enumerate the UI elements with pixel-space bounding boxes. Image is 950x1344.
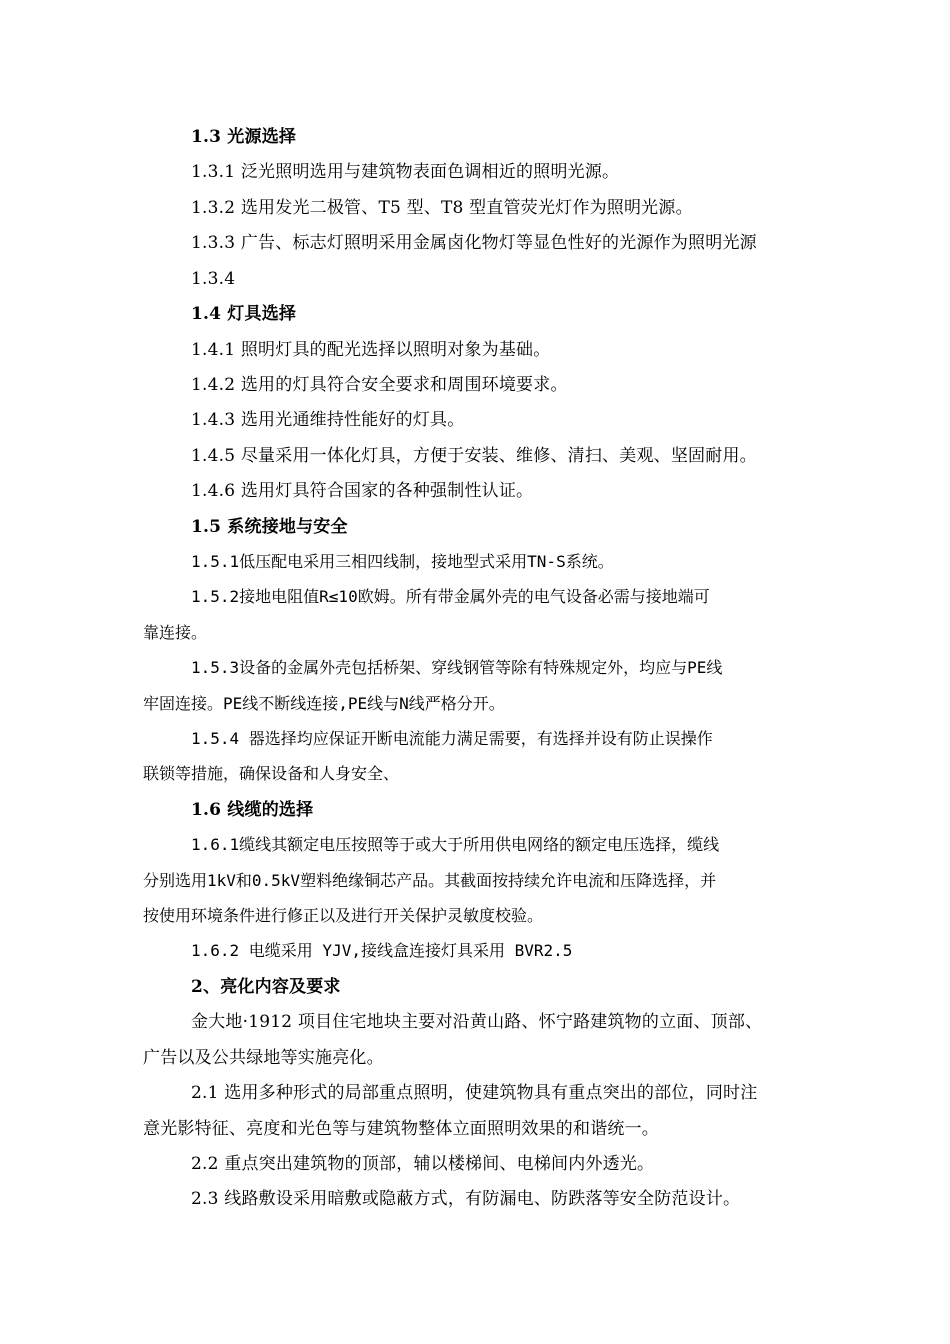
paragraph-line: 1.4.2 选用的灯具符合安全要求和周围环境要求。: [191, 375, 568, 395]
paragraph-line: 广告以及公共绿地等实施亮化。: [143, 1048, 384, 1068]
paragraph-line: 靠连接。: [143, 623, 208, 642]
paragraph-line: 1.3.4: [191, 269, 236, 289]
paragraph-line: 2.3 线路敷设采用暗敷或隐蔽方式，有防漏电、防跌落等安全防范设计。: [191, 1189, 741, 1209]
paragraph-line: 1.6.2 电缆采用 YJV,接线盒连接灯具采用 BVR2.5: [191, 941, 573, 960]
paragraph-line: 1.3.3 广告、标志灯照明采用金属卤化物灯等显色性好的光源作为照明光源: [191, 233, 757, 253]
section-heading-1-6: 1.6 线缆的选择: [191, 800, 314, 820]
paragraph-line: 1.5.4 器选择均应保证开断电流能力满足需要，有选择并设有防止误操作: [191, 729, 713, 748]
section-heading-2: 2、亮化内容及要求: [191, 977, 341, 997]
paragraph-line: 按使用环境条件进行修正以及进行开关保护灵敏度校验。: [143, 906, 544, 925]
paragraph-line: 1.5.2接地电阻值R≤10欧姆。所有带金属外壳的电气设备必需与接地端可: [191, 587, 710, 606]
paragraph-line: 1.4.3 选用光通维持性能好的灯具。: [191, 410, 465, 430]
paragraph-line: 1.6.1缆线其额定电压按照等于或大于所用供电网络的额定电压选择，缆线: [191, 835, 720, 854]
paragraph-line: 2.2 重点突出建筑物的顶部，辅以楼梯间、电梯间内外透光。: [191, 1154, 655, 1174]
paragraph-line: 1.5.1低压配电采用三相四线制，接地型式采用TN-S系统。: [191, 552, 614, 571]
paragraph-line: 1.4.6 选用灯具符合国家的各种强制性认证。: [191, 481, 534, 501]
paragraph-line: 金大地·1912 项目住宅地块主要对沿黄山路、怀宁路建筑物的立面、顶部、: [191, 1012, 763, 1032]
paragraph-line: 意光影特征、亮度和光色等与建筑物整体立面照明效果的和谐统一。: [143, 1119, 659, 1139]
paragraph-line: 1.5.3设备的金属外壳包括桥架、穿线钢管等除有特殊规定外，均应与PE线: [191, 658, 723, 677]
paragraph-line: 牢固连接。PE线不断线连接,PE线与N线严格分开。: [143, 694, 505, 713]
section-heading-1-5: 1.5 系统接地与安全: [191, 517, 348, 537]
paragraph-line: 2.1 选用多种形式的局部重点照明，使建筑物具有重点突出的部位，同时注: [191, 1083, 758, 1103]
paragraph-line: 联锁等措施，确保设备和人身安全、: [143, 764, 400, 783]
paragraph-line: 分别选用1kV和0.5kV塑料绝缘铜芯产品。其截面按持续允许电流和压降选择，并: [143, 871, 717, 890]
paragraph-line: 1.3.1 泛光照明选用与建筑物表面色调相近的照明光源。: [191, 162, 620, 182]
paragraph-line: 1.4.5 尽量采用一体化灯具，方便于安装、维修、清扫、美观、坚固耐用。: [191, 446, 757, 466]
section-heading-1-3: 1.3 光源选择: [191, 127, 297, 147]
section-heading-1-4: 1.4 灯具选择: [191, 304, 297, 324]
paragraph-line: 1.3.2 选用发光二极管、T5 型、T8 型直管荧光灯作为照明光源。: [191, 198, 693, 218]
paragraph-line: 1.4.1 照明灯具的配光选择以照明对象为基础。: [191, 340, 551, 360]
